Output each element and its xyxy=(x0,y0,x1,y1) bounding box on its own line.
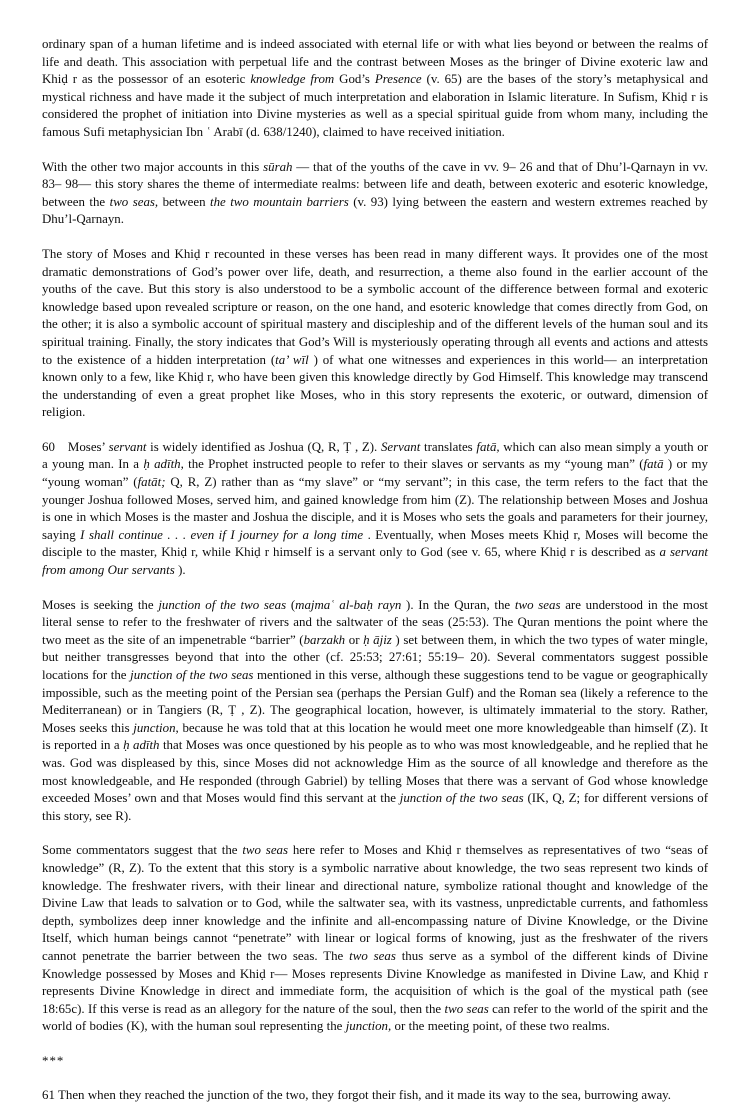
italic-run: junction, xyxy=(133,720,179,735)
text-run: ordinary span of a human lifetime and is indeed associated with eternal life or with what lies beyond or between the realms of life and death. This association with perpetual life and the contrast between Moses as the bringer of Divine exoteric law and Khiḍ r as the possessor of an esoteric xyxy=(42,37,708,87)
italic-run: two seas xyxy=(349,948,396,963)
verse-number: 61 xyxy=(42,1088,55,1103)
italic-run: ta’ wīl xyxy=(275,352,309,367)
text-run: which can also mean simply a youth or a young man. In a xyxy=(42,439,708,472)
italic-run: majmaʿ al-baḥ rayn xyxy=(295,597,402,612)
verse-number: 60 xyxy=(42,439,55,454)
commentary-two-seas-symbolism xyxy=(42,842,708,1036)
text-run: or xyxy=(345,632,364,647)
italic-run: barzakh xyxy=(303,632,346,647)
italic-run: two seas xyxy=(514,597,561,612)
italic-run: fatāt; xyxy=(137,475,166,490)
italic-run: ḥ adīth xyxy=(123,738,160,753)
text-run: is widely identified as Joshua (Q, R, Ṭ , Z). xyxy=(146,439,381,454)
text-run: ) set between them, in which the two types of water mingle, but neither transgresses beyond that into the other (cf. 25:53; 27:61; 55:19– 20). Several commentators suggest possible locations for the xyxy=(42,632,708,682)
text-run: Moses is seeking the xyxy=(42,597,159,612)
text-run: are understood in the most literal sense to refer to the freshwater of rivers and the saltwater of the seas (25:53). The Quran mentions the point where the two meet as the site of an impenetrable “barrier” ( xyxy=(42,597,709,647)
text-run: Then when they reached the junction of the two, they forgot their fish, and it made its way to the sea, burrowing away. xyxy=(58,1088,671,1103)
text-run: thus serve as a symbol of the different kinds of Divine Knowledge possessed by Moses and Khiḍ r— Moses represents Divine Knowledge as manifested in Divine Law, and Khiḍ r represents Divine Knowledge in direct and immediate form, the acquisition of which is the goal of the mystical path (see 18:65c). If this verse is read as an allegory for the nature of the soul, then the xyxy=(42,948,708,1016)
italic-run: junction of the two seas xyxy=(158,597,287,612)
text-run: (v. 93) lying between the eastern and western extremes reached by Dhu’l-Qarnayn. xyxy=(42,194,708,227)
paragraph-2 xyxy=(42,159,708,229)
text-run: ( xyxy=(286,597,296,612)
italic-run: I shall continue . . . even if I journey for a long time xyxy=(80,527,364,542)
text-run: between xyxy=(158,194,211,209)
commentary-junction-two-seas xyxy=(42,597,708,826)
text-run: because he was told that at this location he would meet one more knowledgeable than himself (Z). It is reported in a xyxy=(42,720,708,753)
text-run: translates xyxy=(420,439,477,454)
text-run: ). xyxy=(174,563,186,578)
text-run: here refer to Moses and Khiḍ r themselves as representatives of two “seas of knowledge” (R, Z). To the extent that this story is a symbolic narrative about knowledge, the two seas represent two kinds of knowledge. The freshwater rivers, with their linear and directional nature, symbolize rational thought and knowledge of the Divine Law that leads to salvation or to God, while the saltwater sea, with its vastness, unpredictable currents, and fathomless depth, symbolizes deep inner knowledge and the infinite and all-encompassing nature of Divine Knowledge, or the Divine Itself, which human beings cannot “penetrate” with linear or logical forms of knowing, just as the freshwater of the rivers cannot penetrate the barrier between the two seas. The xyxy=(42,843,708,963)
italic-run: fatā xyxy=(643,457,664,472)
italic-run: sūrah xyxy=(263,159,293,174)
text-run: can refer to the world of the spirit and the world of bodies (K), with the human soul representing the xyxy=(42,1001,708,1034)
italic-run: junction, xyxy=(345,1019,392,1034)
italic-run: ḥ adīth, xyxy=(143,457,184,472)
italic-run: servant xyxy=(108,439,147,454)
verse-61-text xyxy=(42,1087,708,1105)
italic-run: a servant from among Our servants xyxy=(42,545,708,578)
text-run: mentioned in this verse, although these suggestions tend to be vague or geographically impossible, such as the meeting point of the Persian sea (perhaps the Persian Gulf) and the Roman sea (likely a reference to the Mediterranean) or in Tangiers (R, Ṭ , Z). The geographical location, however, is ultimately immaterial to the story. Rather, Moses seeks this xyxy=(42,668,708,735)
text-run: that Moses was once questioned by his people as to who was most knowledgeable, and he replied that he was. God was displeased by this, since Moses did not acknowledge Him as the source of all knowledge and therefore as the most knowledgeable, and He responded (through Gabriel) by telling Moses that there was a servant of God whose knowledge exceeded Moses’ own and that Moses would find this servant at the xyxy=(42,738,708,806)
text-run: or the meeting point, of these two realms. xyxy=(391,1019,610,1034)
text-run: the Prophet instructed people to refer to their slaves or servants as my “young man” ( xyxy=(183,457,644,472)
section-separator: *** xyxy=(42,1053,65,1068)
text-run: (IK, Q, Z; for different versions of this story, see R). xyxy=(42,791,708,823)
text-run: With the other two major accounts in this xyxy=(42,159,264,174)
text-run: Moses’ xyxy=(67,439,109,454)
italic-run: two seas, xyxy=(109,194,159,209)
text-run: . Eventually, when Moses meets Khiḍ r, Moses will become the disciple to the master, Khiḍ r, while Khiḍ r himself is a servant only to God (see v. 65, where Khiḍ r is described as xyxy=(42,527,708,560)
italic-run: fatā, xyxy=(476,439,500,454)
italic-run: two seas xyxy=(242,843,289,858)
text-run: ). In the Quran, the xyxy=(401,597,515,612)
italic-run: Presence xyxy=(374,72,422,87)
italic-run: junction of the two seas xyxy=(130,668,254,682)
italic-run: knowledge from xyxy=(250,72,335,87)
text-run: ) of what one witnesses and experiences in this world— an interpretation known only to a few, like Khiḍ r, who have been given this knowledge directly by God Himself. This knowledge may transcend the understanding of even a great prophet like Moses, who in this story represents the exoteric, or outward, dimension of religion. xyxy=(42,352,708,420)
text-run: The story of Moses and Khiḍ r recounted in these verses has been read in many different ways. It provides one of the most dramatic demonstrations of God’s power over life, death, and resurrection, a theme also found in the earlier account of the youths of the cave. But this story is also understood to be a symbolic account of the difference between formal and exoteric knowledge based upon revealed scripture or reason, on the one hand, and esoteric knowledge that comes directly from God, on the other; it is also a symbolic account of spiritual mastery and discipleship and of the different levels of the human soul and its spiritual training. Finally, the story indicates that God’s Will is mysteriously operating through all events and actions and attests to the existence of a hidden interpretation ( xyxy=(42,246,708,367)
commentary-verse-60 xyxy=(42,439,708,580)
text-run: Some commentators suggest that the xyxy=(42,843,243,858)
text-run: — that of the youths of the cave in vv. 9– 26 and that of Dhu’l-Qarnayn in vv. 83– 98— this story shares the theme of intermediate realms: between life and death, between exoteric and esoteric knowledge, between the xyxy=(42,159,708,209)
text-run: ) or my “young woman” ( xyxy=(42,457,709,490)
italic-run: two seas xyxy=(444,1001,489,1016)
text-run: Q, R, Z) rather than as “my slave” or “my servant”; in this case, the term refers to the fact that the younger Joshua followed Moses, served him, and gained knowledge from him (Z). The relationship between Moses and Joshua is one in which Moses is the master and Joshua the disciple, and it is Moses who sets the goals and parameters for their journey, saying xyxy=(42,475,708,542)
italic-run: the two mountain barriers xyxy=(210,194,349,209)
italic-run: ḥ ājiz xyxy=(363,632,392,647)
text-run: God’s xyxy=(334,72,375,87)
paragraph-3 xyxy=(42,246,708,422)
italic-run: Servant xyxy=(380,439,421,454)
text-run: (v. 65) are the bases of the story’s metaphysical and mystical richness and have made it the subject of much interpretation and elaboration in Islamic literature. In Sufism, Khiḍ r is considered the prophet of initiation into Divine mysteries as well as a special spiritual guide from whom many, including the famous Sufi metaphysician Ibn ʿ Arabī (d. 638/1240), claimed to have received initiation. xyxy=(42,72,709,139)
paragraph-1 xyxy=(42,36,708,142)
italic-run: junction of the two seas xyxy=(399,791,524,806)
